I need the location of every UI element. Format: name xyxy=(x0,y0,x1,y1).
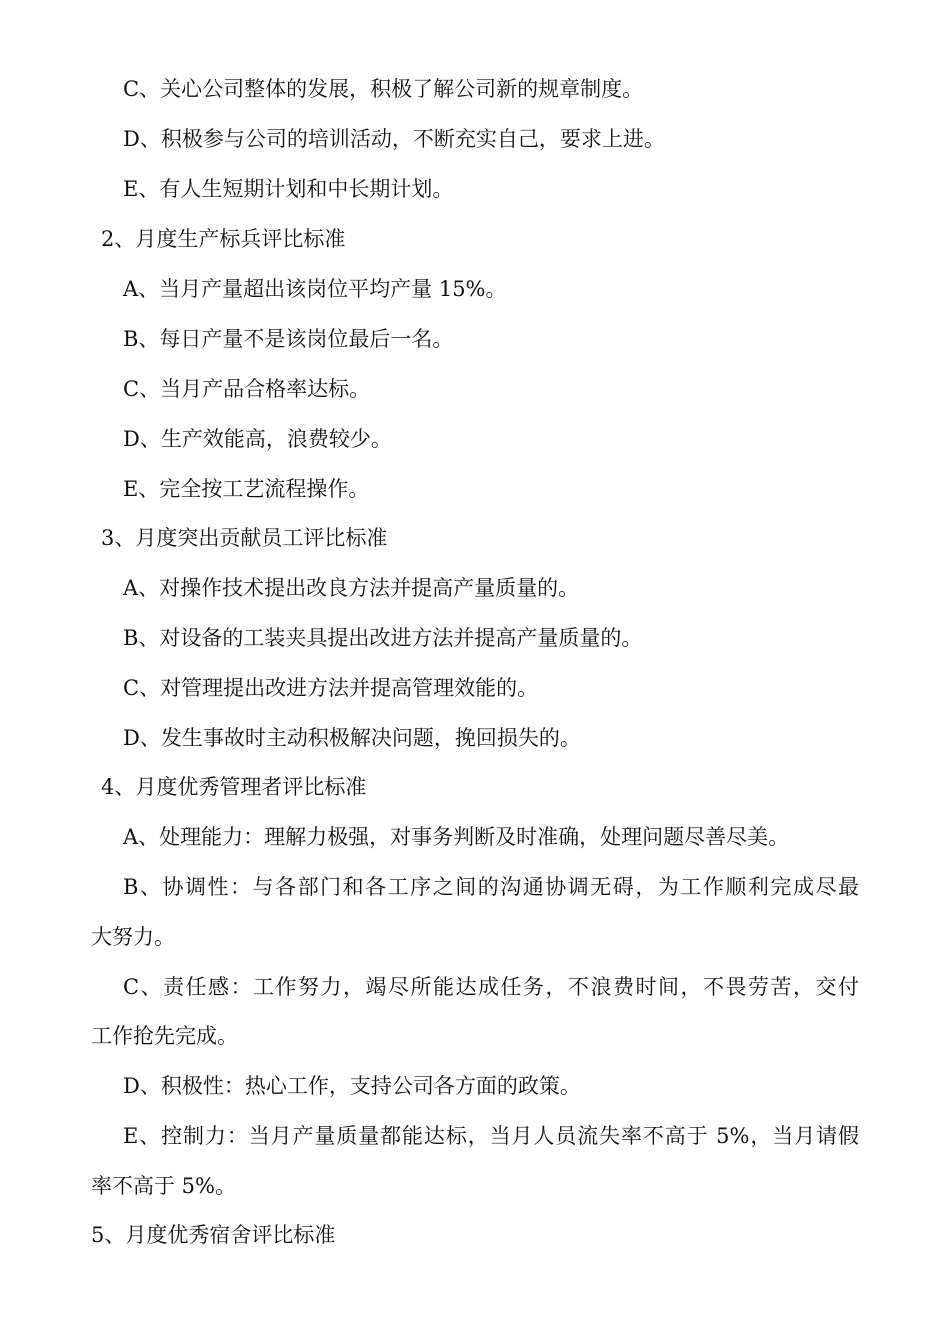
s3-item-b: B、对设备的工装夹具提出改进方法并提高产量质量的。 xyxy=(123,626,643,650)
s4-item-b: B、协调性：与各部门和各工序之间的沟通协调无碍，为工作顺利完成尽最 xyxy=(123,875,859,899)
s4-item-d: D、积极性：热心工作，支持公司各方面的政策。 xyxy=(123,1074,581,1098)
s1-item-e: E、有人生短期计划和中长期计划。 xyxy=(123,177,454,201)
s3-item-a: A、对操作技术提出改良方法并提高产量质量的。 xyxy=(123,576,580,600)
s2-item-a: A、当月产量超出该岗位平均产量 15%。 xyxy=(123,277,507,301)
section-2-title: 2、月度生产标兵评比标准 xyxy=(101,227,346,251)
section-3-title: 3、月度突出贡献员工评比标准 xyxy=(101,526,388,550)
s4-item-e-cont: 率不高于 5%。 xyxy=(91,1174,236,1198)
s4-item-a: A、处理能力：理解力极强，对事务判断及时准确，处理问题尽善尽美。 xyxy=(123,825,790,849)
s4-item-c-cont: 工作抢先完成。 xyxy=(91,1024,238,1048)
s4-item-b-cont: 大努力。 xyxy=(91,925,175,949)
section-4-title: 4、月度优秀管理者评比标准 xyxy=(101,775,367,799)
s3-item-c: C、对管理提出改进方法并提高管理效能的。 xyxy=(123,676,539,700)
s2-item-c: C、当月产品合格率达标。 xyxy=(123,377,371,401)
s2-item-e: E、完全按工艺流程操作。 xyxy=(123,477,370,501)
section-5-title: 5、月度优秀宿舍评比标准 xyxy=(91,1223,336,1247)
s3-item-d: D、发生事故时主动积极解决问题，挽回损失的。 xyxy=(123,726,581,750)
s4-item-e: E、控制力：当月产量质量都能达标，当月人员流失率不高于 5%，当月请假 xyxy=(123,1124,859,1148)
s4-item-c: C、责任感：工作努力，竭尽所能达成任务，不浪费时间，不畏劳苦，交付 xyxy=(123,975,859,999)
s1-item-c: C、关心公司整体的发展，积极了解公司新的规章制度。 xyxy=(123,77,644,101)
s2-item-b: B、每日产量不是该岗位最后一名。 xyxy=(123,327,454,351)
s1-item-d: D、积极参与公司的培训活动，不断充实自己，要求上进。 xyxy=(123,127,665,151)
s2-item-d: D、生产效能高，浪费较少。 xyxy=(123,427,392,451)
